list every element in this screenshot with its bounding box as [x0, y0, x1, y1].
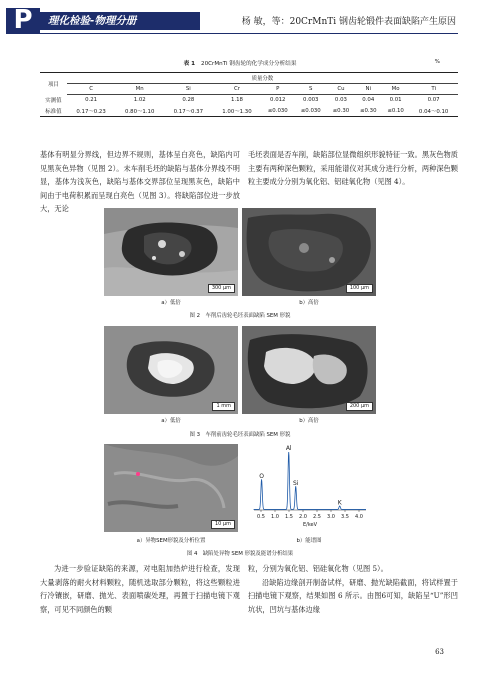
fig3b-photo [242, 326, 376, 414]
column-header: Cr [213, 84, 262, 95]
table-cell: ≤0.30 [327, 106, 354, 117]
fig2b-scale: 100 μm [346, 284, 373, 293]
row-label: 实测值 [45, 98, 62, 104]
column-header: Mo [382, 84, 409, 95]
tick-label: 0.5 [257, 514, 265, 520]
paragraph-4 [248, 562, 458, 616]
fig3a-scale: 1 mm [212, 402, 235, 411]
table-row [40, 95, 458, 106]
tick-label: 4.0 [355, 514, 363, 520]
paragraph-3: 为进一步验证缺陷的来源，对电阻加热炉进行检查，发现大量剥落的耐火材料颗粒，随机选取部分颗粒，将这些颗粒进行冷镶嵌，研磨、抛光、表面喷碳处理，再置于扫描电镜下观察，可见不同颜色的颗 [40, 564, 240, 614]
fig2b-caption: b）高倍 [299, 300, 319, 306]
fig4b-spectrum [242, 444, 376, 532]
row-header: 项目 [40, 73, 67, 95]
table-caption [0, 59, 480, 67]
column-header: Cu [327, 84, 354, 95]
row-label: 标准值 [40, 106, 67, 117]
composition-table [40, 72, 458, 117]
peak-label: K [337, 499, 342, 507]
table-cell: 0.003 [303, 97, 319, 104]
column-header: P [261, 84, 294, 95]
table-cell: 1.02 [133, 97, 146, 104]
fig4a-scale: 10 μm [211, 520, 235, 529]
table-number: 表 1 [183, 61, 196, 67]
fig2b-photo [242, 208, 376, 296]
column-header: Ni [355, 84, 382, 95]
table-cell: 0.01 [389, 97, 402, 104]
fig3b-caption: b）高倍 [299, 418, 319, 424]
tick-label: 3.5 [341, 514, 349, 520]
tick-label: 1.5 [285, 514, 293, 520]
table-cell: 0.03 [334, 97, 347, 104]
table-cell: 1.18 [230, 97, 243, 104]
paragraph-2-text: 毛坯表面是否车削，缺陷部位显微组织形貌特征一致。黑灰色物质主要有两种深色颗粒，采用能谱仪对其成分进行分析，两种深色颗粒主要成分分别为氧化铝、铝硅氧化物（见图 4）。 [248, 150, 458, 186]
tick-label: 1.0 [271, 514, 279, 520]
column-header: Si [164, 84, 213, 95]
page-number: 63 [435, 648, 444, 656]
table-cell: ≤0.10 [382, 106, 409, 117]
fig2a-caption: a）低倍 [161, 300, 181, 306]
peak-label: O [259, 472, 264, 480]
page-header [0, 0, 480, 40]
fig2a-scale: 300 μm [208, 284, 235, 293]
tick-label: 3.0 [327, 514, 335, 520]
table-cell: ≤0.30 [355, 106, 382, 117]
fig3a-photo [104, 326, 238, 414]
fig2-caption: 图 2 车削后齿轮毛坯表面缺陷 SEM 形貌 [189, 313, 291, 319]
tick-label: 2.5 [313, 514, 321, 520]
fig3-caption: 图 3 车削前齿轮毛坯表面缺陷 SEM 形貌 [189, 432, 291, 438]
group-header: 质量分数 [67, 73, 458, 84]
table-cell: 0.04 [362, 97, 375, 104]
fig4a-photo [104, 444, 238, 532]
journal-logo [6, 5, 40, 35]
table-cell: 0.012 [270, 97, 286, 104]
fig4a-caption: a）异物SEM形貌及分析位置 [136, 538, 206, 544]
fig4-caption: 图 4 缺陷处异物 SEM 形貌及能谱分析结果 [186, 551, 294, 557]
peak-label: Al [285, 445, 292, 452]
column-header: Mn [115, 84, 164, 95]
x-axis-unit: E/keV [302, 522, 318, 528]
paragraph-4-line: 粒，分别为氧化铝、铝硅氧化物（见图 5）。 [248, 564, 388, 573]
table-cell: 0.17～0.37 [164, 106, 213, 117]
table-unit: % [434, 59, 440, 65]
peak-label: Si [292, 479, 299, 487]
fig4b-caption: b）能谱图 [296, 538, 322, 544]
column-header: S [294, 84, 327, 95]
table-cell: 0.04～0.10 [409, 106, 458, 117]
table-cell: 0.21 [85, 97, 98, 104]
paragraph-2 [248, 148, 458, 189]
paragraph-5: 沿缺陷边缘剖开制备试样，研磨、抛光缺陷截面，将试样置于扫描电镜下观察，结果如图 6 所示。由图6可知，缺陷呈“U”形凹坑状，凹坑与基体边缘 [248, 577, 458, 614]
column-header: C [67, 84, 116, 95]
fig2a-photo [104, 208, 238, 296]
journal-name: 理化检验-物理分册 [48, 15, 137, 27]
table-row [40, 106, 458, 117]
table-cell: 0.17～0.23 [67, 106, 116, 117]
logo-letter: P [13, 5, 33, 35]
tick-label: 2.0 [299, 514, 307, 520]
column-header: Ti [409, 84, 458, 95]
fig3b-scale: 200 μm [346, 402, 373, 411]
table-cell: 0.28 [182, 97, 195, 104]
fig3a-caption: a）低倍 [161, 418, 181, 424]
table-cell: 0.80～1.10 [115, 106, 164, 117]
running-title: 杨 敏，等：20CrMnTi 钢齿轮锻件表面缺陷产生原因 [241, 17, 456, 27]
table-cell: 1.00～1.30 [213, 106, 262, 117]
table-title: 20CrMnTi 钢齿轮的化学成分分析结果 [201, 61, 297, 67]
table-cell: ≤0.030 [294, 106, 327, 117]
table-cell: ≤0.030 [261, 106, 294, 117]
table-cell: 0.07 [427, 97, 440, 104]
header-rule [40, 33, 458, 34]
paragraph-1: 基体有明显分界线，但边界不规则，基体呈白亮色，缺陷内可见黑灰色异物（见图 2）。未车削毛坯的缺陷与基体分界线不明显，基体为浅灰色，缺陷与基体交界部位呈现黑灰色，缺陷中间由于电荷积累而呈现白亮色（见图 3）。将缺陷部位进一步放大，无论 [40, 150, 240, 213]
